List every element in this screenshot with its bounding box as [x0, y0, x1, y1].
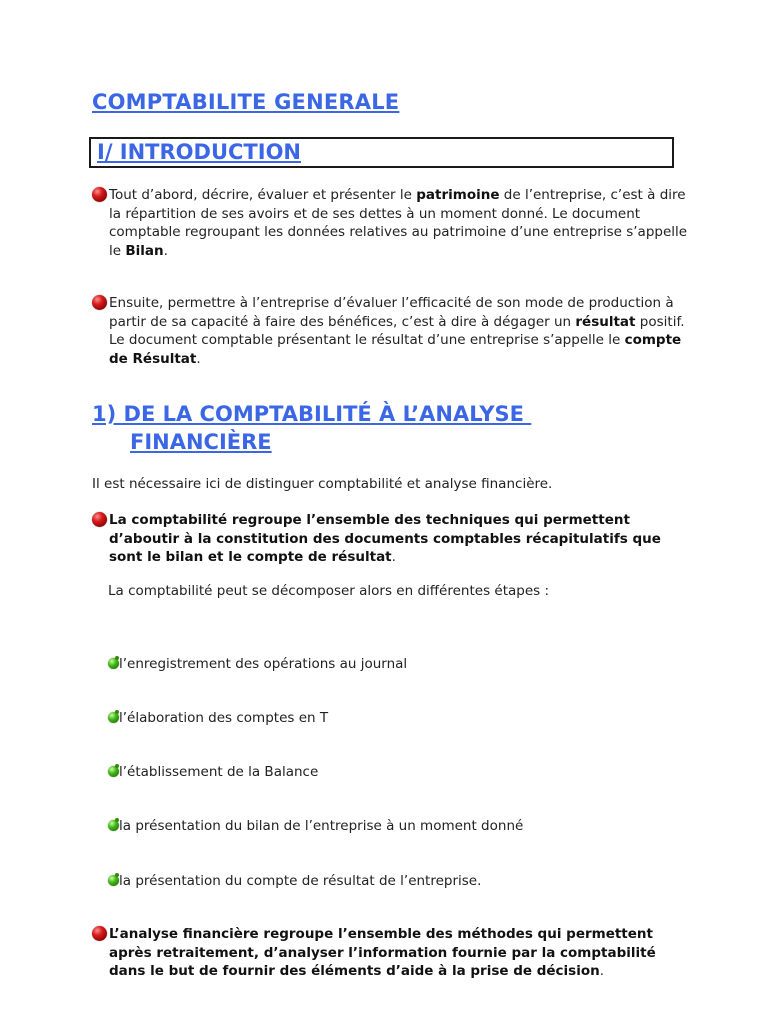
- list-item-text: l’établissement de la Balance: [119, 764, 319, 780]
- steps-intro-text: La comptabilité peut se décomposer alors en différentes étapes :: [108, 583, 550, 599]
- text-run: Ensuite, permettre à l’entreprise d’évaluer l’efficacité de son mode de production à partir de sa capacité à faire des bénéfices, c’est à dire à dégager un: [109, 295, 674, 330]
- bold-term-compte-de-resultat: compte de Résultat: [109, 332, 682, 367]
- intro-paragraph-2: [92, 294, 692, 368]
- bold-term-patrimoine: patrimoine: [416, 187, 500, 203]
- text-run: .: [599, 963, 605, 979]
- section-heading-line-2: FINANCIÈRE: [130, 430, 272, 454]
- text-run: .: [163, 242, 168, 259]
- text-run: de l’entreprise, c’est à dire la répartition de ses avoirs et de ses dettes à un moment donné. Le document comptable regroupant les données relatives au patrimoine d’une entreprise s’appelle le: [109, 187, 688, 259]
- page-title: COMPTABILITE GENERALE: [92, 90, 400, 114]
- red-ball-bullet-icon: [92, 926, 107, 941]
- text-run: Tout d’abord, décrire, évaluer et présenter le: [109, 187, 417, 203]
- green-ball-bullet-icon: [108, 658, 119, 669]
- text-run: .: [196, 350, 201, 367]
- intro-paragraph-1: [92, 186, 692, 260]
- section-intro-text: Il est nécessaire ici de distinguer comptabilité et analyse financière.: [92, 476, 553, 492]
- list-item-text: la présentation du compte de résultat de l’entreprise.: [119, 873, 482, 889]
- list-item-text: la présentation du bilan de l’entreprise à un moment donné: [119, 818, 524, 834]
- list-item: [108, 818, 523, 834]
- comptabilite-paragraph: [92, 511, 692, 567]
- intro-heading-box: [89, 137, 674, 168]
- green-ball-bullet-icon: [108, 875, 119, 886]
- text-run: positif. Le document comptable présentant le résultat d’une entreprise s’appelle le: [109, 313, 685, 348]
- bold-term-bilan: Bilan: [125, 242, 164, 259]
- list-item: [108, 764, 318, 780]
- red-ball-bullet-icon: [92, 512, 107, 527]
- list-item-text: l’enregistrement des opérations au journal: [119, 656, 408, 672]
- analyse-definition: L’analyse financière regroupe l’ensemble des méthodes qui permettent après retraitement, d’analyser l’information fournie par la comptabilité dans le but de fournir des éléments d’aide à la prise de décision: [109, 926, 656, 979]
- bold-term-resultat: résultat: [575, 313, 636, 330]
- red-ball-bullet-icon: [92, 295, 107, 310]
- section-heading: [92, 400, 652, 456]
- analyse-paragraph: [92, 925, 692, 981]
- green-ball-bullet-icon: [108, 766, 119, 777]
- list-item: [108, 710, 328, 726]
- section-heading-line-1: 1) DE LA COMPTABILITÉ À L’ANALYSE: [92, 402, 532, 426]
- green-ball-bullet-icon: [108, 712, 119, 723]
- red-ball-bullet-icon: [92, 187, 107, 202]
- list-item: [108, 873, 481, 889]
- green-ball-bullet-icon: [108, 820, 119, 831]
- text-run: .: [391, 549, 396, 565]
- intro-heading: I/ INTRODUCTION: [97, 140, 301, 164]
- list-item: [108, 656, 407, 672]
- comptabilite-definition: La comptabilité regroupe l’ensemble des techniques qui permettent d’aboutir à la constitution des documents comptables récapitulatifs que sont le bilan et le compte de résultat: [109, 512, 661, 565]
- list-item-text: l’élaboration des comptes en T: [119, 710, 329, 726]
